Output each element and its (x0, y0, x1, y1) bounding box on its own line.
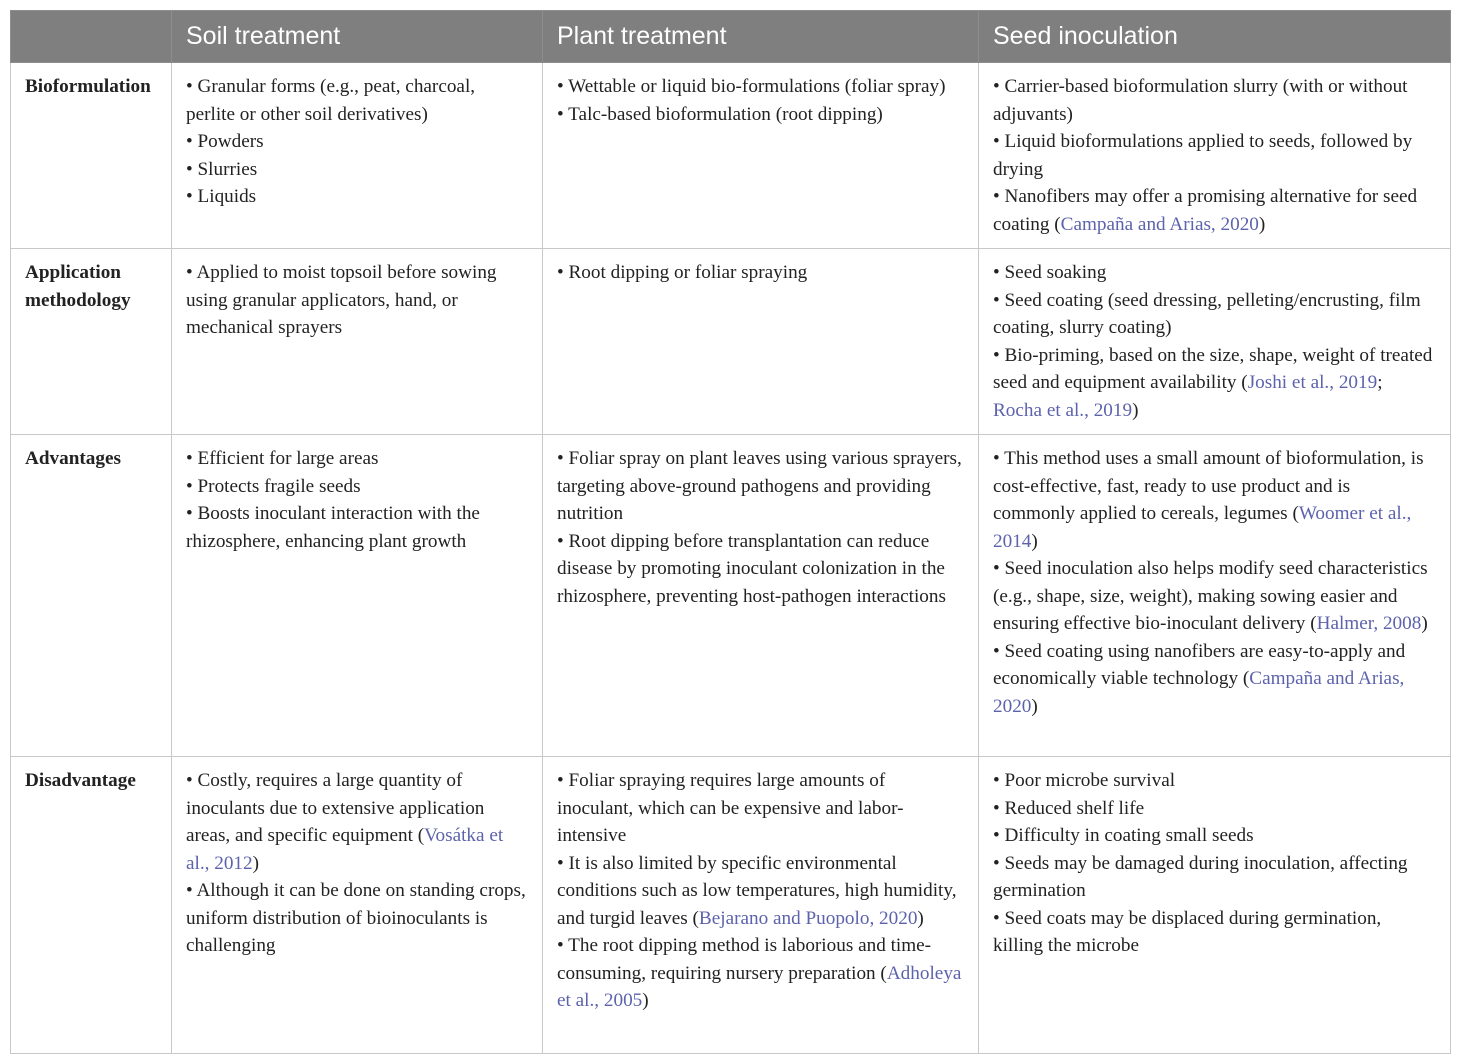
bullet-text: ) (1132, 399, 1139, 421)
bullet-item (557, 932, 964, 1015)
cell-seed-inoculation (979, 249, 1451, 435)
bullet-text: ) (917, 907, 924, 929)
bullet-item (993, 128, 1436, 183)
bullet-text: • Boosts inoculant interaction with the rhizosphere, enhancing plant growth (186, 503, 480, 552)
bullet-text: • Carrier-based bioformulation slurry (with or without adjuvants) (993, 76, 1408, 125)
cell-soil-treatment (172, 757, 543, 1054)
bullet-text: • Seeds may be damaged during inoculation, affecting germination (993, 852, 1408, 901)
bullet-text: • Costly, requires a large quantity of inoculants due to extensive application areas, and specific equipment ( (186, 770, 485, 846)
cell-plant-treatment (543, 249, 979, 435)
bullet-item (993, 767, 1436, 795)
citation-link[interactable]: Campaña and Arias, 2020 (993, 668, 1405, 717)
bullet-item (557, 528, 964, 611)
row-label: Advantages (11, 435, 172, 757)
bullet-text: • The root dipping method is laborious and time-consuming, requiring nursery preparation ( (557, 935, 932, 984)
cell-soil-treatment (172, 63, 543, 249)
bullet-item (557, 101, 964, 129)
bullet-text: ; (1377, 372, 1383, 393)
bullet-text: ) (1031, 695, 1038, 717)
bullet-text: • Granular forms (e.g., peat, charcoal, perlite or other soil derivatives) (186, 76, 476, 125)
bullet-text: • Protects fragile seeds (186, 475, 361, 497)
bullet-item (993, 445, 1436, 555)
row-label: Application methodology (11, 249, 172, 435)
cell-seed-inoculation (979, 63, 1451, 249)
citation-link[interactable]: Adholeya et al., 2005 (557, 962, 962, 1011)
bullet-text: • Wettable or liquid bio-formulations (foliar spray) (557, 76, 946, 97)
citation-link[interactable]: Campaña and Arias, 2020 (1060, 213, 1259, 235)
bullet-text: • Root dipping or foliar spraying (557, 262, 808, 283)
bullet-item (993, 183, 1436, 238)
citation-link[interactable]: Woomer et al., 2014 (993, 503, 1412, 552)
cell-plant-treatment (543, 63, 979, 249)
bullet-item (993, 73, 1436, 128)
bullet-text: • Efficient for large areas (186, 448, 379, 469)
bullet-text: ) (1031, 530, 1038, 552)
bullet-item (557, 445, 964, 528)
header-plant-treatment: Plant treatment (543, 11, 979, 63)
bullet-text: • Poor microbe survival (993, 770, 1176, 791)
bullet-text: • It is also limited by specific environmental conditions such as low temperatures, high humidity, and turgid leaves ( (557, 852, 957, 929)
bullet-text: • Root dipping before transplantation can reduce disease by promoting inoculant colonization in the rhizosphere, preventing host-pathogen interactions (557, 530, 946, 607)
bullet-item (993, 287, 1436, 342)
bullet-text: • Seed coats may be displaced during germination, killing the microbe (993, 907, 1382, 956)
bullet-text: • Talc-based bioformulation (root dipping) (557, 103, 883, 125)
table-row (11, 757, 1451, 1054)
row-label: Bioformulation (11, 63, 172, 249)
cell-soil-treatment (172, 435, 543, 757)
bullet-text: • Nanofibers may offer a promising alternative for seed coating ( (993, 186, 1418, 235)
bullet-text: • Powders (186, 131, 264, 152)
citation-link[interactable]: Vosátka et al., 2012 (186, 825, 504, 874)
bullet-text: • Reduced shelf life (993, 797, 1145, 819)
header-seed-inoculation: Seed inoculation (979, 11, 1451, 63)
bullet-item (993, 795, 1436, 823)
cell-plant-treatment (543, 435, 979, 757)
comparison-table (10, 10, 1451, 1054)
citation-link[interactable]: Halmer, 2008 (1316, 613, 1422, 634)
bullet-item (186, 128, 528, 156)
citation-link[interactable]: Bejarano and Puopolo, 2020 (698, 907, 918, 929)
bullet-text: • Bio-priming, based on the size, shape, weight of treated seed and equipment availability ( (993, 344, 1433, 393)
table-row (11, 63, 1451, 249)
citation-link[interactable]: Joshi et al., 2019 (1247, 372, 1378, 393)
bullet-text: ) (252, 852, 260, 874)
bullet-item (186, 156, 528, 184)
bullet-item (993, 342, 1436, 425)
bullet-item (186, 445, 528, 473)
bullet-text: • Foliar spraying requires large amounts of inoculant, which can be expensive and labor-intensive (557, 770, 904, 846)
cell-seed-inoculation (979, 757, 1451, 1054)
bullet-text: • Applied to moist topsoil before sowing using granular applicators, hand, or mechanical sprayers (186, 262, 497, 338)
row-label: Disadvantage (11, 757, 172, 1054)
bullet-text: • Slurries (186, 158, 258, 180)
bullet-text: • Liquid bioformulations applied to seeds, followed by drying (993, 131, 1413, 180)
bullet-item (993, 259, 1436, 287)
bullet-text: • Liquids (186, 186, 257, 207)
cell-seed-inoculation (979, 435, 1451, 757)
bullet-text: • This method uses a small amount of bioformulation, is cost-effective, fast, ready to use product and is commonly applied to cereals, legumes ( (993, 448, 1424, 524)
bullet-text: • Foliar spray on plant leaves using various sprayers, targeting above-ground pathogens and providing nutrition (557, 448, 962, 524)
header-row (11, 11, 1451, 63)
bullet-text: • Although it can be done on standing crops, uniform distribution of bioinoculants is challenging (186, 880, 526, 956)
bullet-item (993, 638, 1436, 721)
table-row (11, 435, 1451, 757)
bullet-text: ) (1258, 213, 1266, 235)
header-corner (11, 11, 172, 63)
cell-soil-treatment (172, 249, 543, 435)
bullet-text: • Seed coating using nanofibers are easy-to-apply and economically viable technology ( (993, 640, 1406, 689)
bullet-item (186, 877, 528, 960)
bullet-text: • Seed soaking (993, 262, 1107, 283)
bullet-item (186, 473, 528, 501)
citation-link[interactable]: Rocha et al., 2019 (993, 399, 1133, 421)
bullet-text: • Difficulty in coating small seeds (993, 825, 1254, 846)
bullet-item (993, 905, 1436, 960)
bullet-item (993, 822, 1436, 850)
bullet-item (186, 183, 528, 211)
bullet-item (186, 259, 528, 342)
table-row (11, 249, 1451, 435)
bullet-item (993, 850, 1436, 905)
header-soil-treatment: Soil treatment (172, 11, 543, 63)
bullet-item (557, 767, 964, 850)
bullet-text: • Seed inoculation also helps modify seed characteristics (e.g., shape, size, weight), making sowing easier and ensuring effective bio-inoculant delivery ( (993, 558, 1428, 634)
bullet-item (557, 259, 964, 287)
bullet-item (993, 555, 1436, 638)
bullet-item (557, 850, 964, 933)
bullet-text: ) (1421, 613, 1428, 634)
bullet-item (186, 73, 528, 128)
bullet-text: • Seed coating (seed dressing, pelleting/encrusting, film coating, slurry coating) (993, 289, 1421, 338)
bullet-item (186, 500, 528, 555)
cell-plant-treatment (543, 757, 979, 1054)
bullet-item (186, 767, 528, 877)
bullet-item (557, 73, 964, 101)
bullet-text: ) (642, 990, 649, 1011)
